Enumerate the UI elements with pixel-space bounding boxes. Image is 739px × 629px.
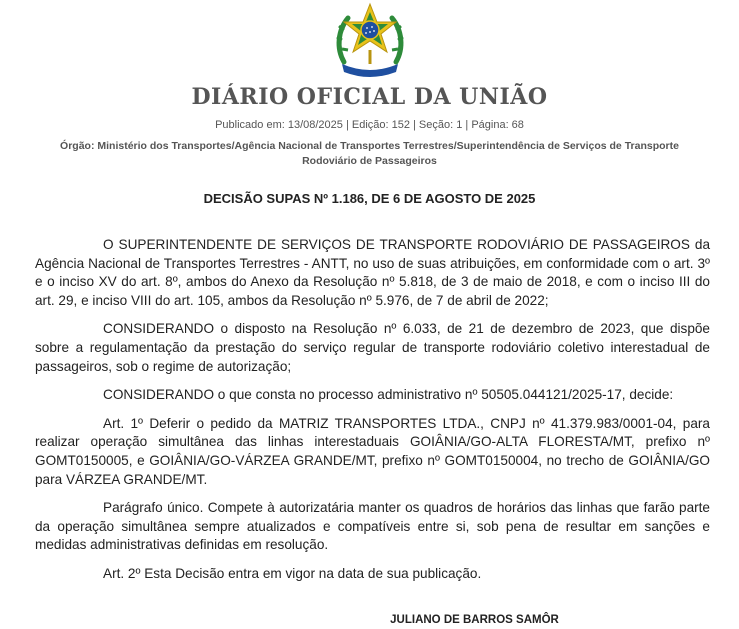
publication-info: Publicado em: 13/08/2025 | Edição: 152 | Seção: 1 | Página: 68 [215, 119, 524, 131]
paragrafo-unico: Parágrafo único. Compete à autorizatária manter os quadros de horários das linhas que farão parte da operação simultânea sempre atualizados e compatíveis entre si, sob pena de resultar em sanções e medidas administrativas definidas em resolução. [35, 500, 710, 553]
signature-name: JULIANO DE BARROS SAMÔR [390, 614, 559, 626]
considerando-paragraph-2: CONSIDERANDO o que consta no processo administrativo nº 50505.044121/2025-17, decide: [103, 387, 674, 403]
masthead-title: DIÁRIO OFICIAL DA UNIÃO [191, 84, 548, 110]
article-1-paragraph: Art. 1º Deferir o pedido da MATRIZ TRANSPORTES LTDA., CNPJ nº 41.379.983/0001-04, para realizar operação simultânea das linhas interestaduais GOIÂNIA/GO-ALTA FLORESTA/MT, prefixo nº GOMT0150005, e GOIÂNIA/GO-VÁRZEA GRANDE/MT, prefixo nº GOMT0150004, no trecho de GOIÂNIA/GO para VÁRZEA GRANDE/MT. [35, 415, 710, 487]
orgao-line: Órgão: Ministério dos Transportes/Agência Nacional de Transportes Terrestres/Superintendência de Serviços de Transporte Rodoviário de Passageiros [60, 140, 679, 167]
preamble-paragraph: O SUPERINTENDENTE DE SERVIÇOS DE TRANSPORTE RODOVIÁRIO DE PASSAGEIROS da Agência Nacional de Transportes Terrestres - ANTT, no uso de suas atribuições, em conformidade com o art. 3º e o inciso XV do art. 8º, ambos do Anexo da Resolução nº 5.818, de 3 de maio de 2018, e com o inciso III do art. 29, e inciso VIII do art. 105, ambos da Resolução nº 5.976, de 7 de abril de 2022; [35, 237, 710, 308]
considerando-paragraph-1: CONSIDERANDO o disposto na Resolução nº 6.033, de 21 de dezembro de 2023, que dispõe sobre a regulamentação da prestação do serviço regular de transporte rodoviário coletivo interestadual de passageiros, sob o regime de autorização; [35, 321, 710, 374]
document-body [35, 236, 710, 594]
brazil-coat-of-arms-icon [330, 0, 410, 80]
article-2-paragraph: Art. 2º Esta Decisão entra em vigor na data de sua publicação. [103, 565, 482, 581]
document-title: DECISÃO SUPAS Nº 1.186, DE 6 DE AGOSTO DE 2025 [203, 191, 536, 206]
